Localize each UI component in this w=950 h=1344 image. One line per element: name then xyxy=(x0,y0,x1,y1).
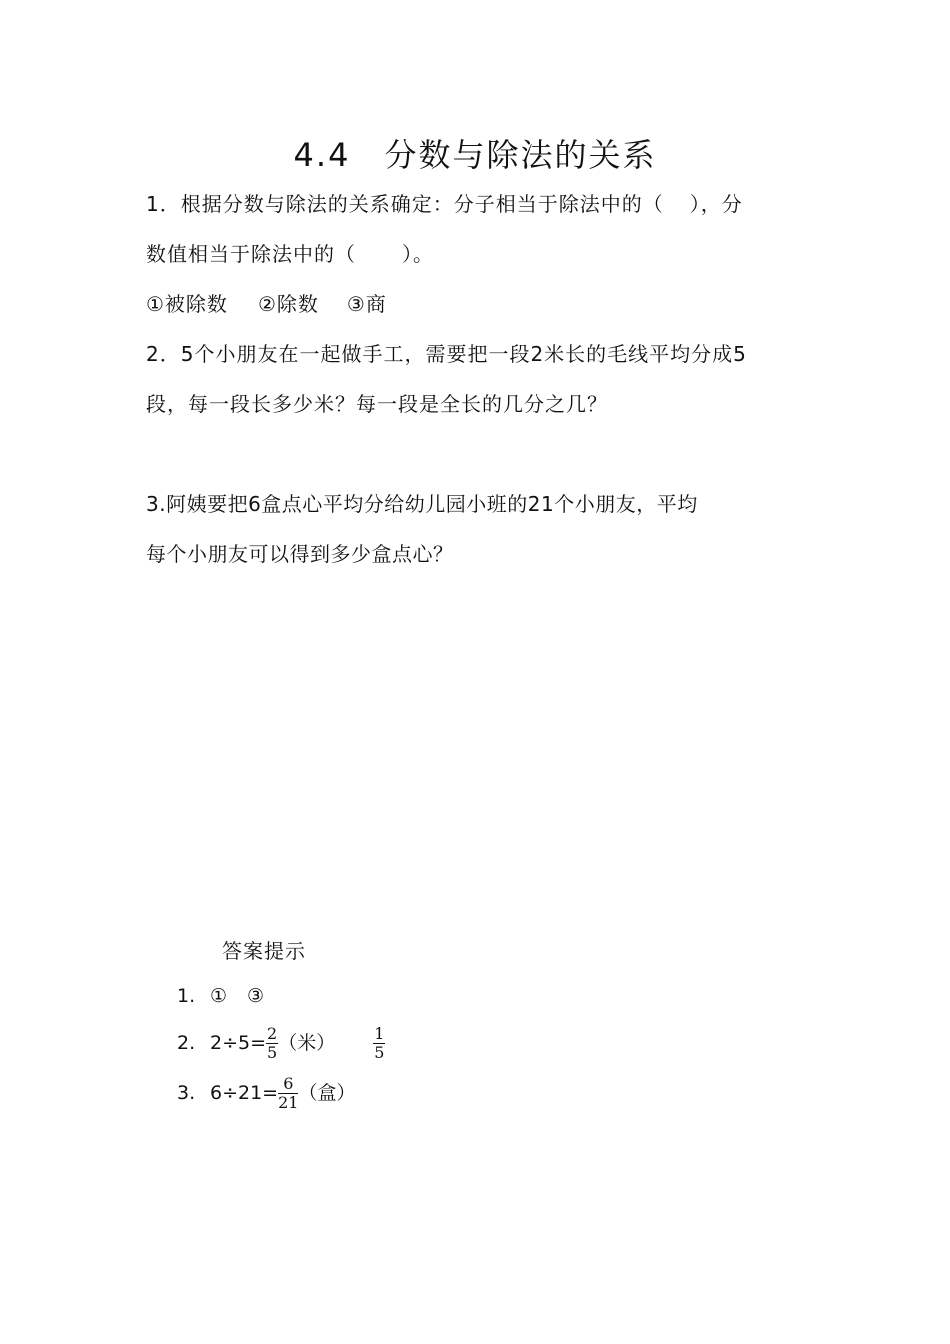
question-1-line-1 xyxy=(146,188,743,217)
question-1-text-b: ），分 xyxy=(689,192,743,216)
option-quotient: ③商 xyxy=(346,292,387,316)
answer-1-first: ① xyxy=(210,985,228,1007)
option-dividend: ①被除数 xyxy=(146,292,228,316)
question-1-text-d: ）。 xyxy=(402,242,434,266)
answer-2-unit: （米） xyxy=(278,1032,336,1054)
answer-2-fraction-2 xyxy=(373,1025,385,1062)
option-divisor: ②除数 xyxy=(257,292,319,316)
fraction-denominator: 5 xyxy=(374,1043,385,1062)
answer-hints-title: 答案提示 xyxy=(222,939,306,963)
question-3-line-1: 3.阿姨要把6盒点心平均分给幼儿园小班的21个小朋友，平均 xyxy=(146,492,698,516)
page-title: 4.4 分数与除法的关系 xyxy=(293,136,657,174)
answer-2-fraction-1 xyxy=(266,1025,278,1062)
question-1-options xyxy=(146,288,387,317)
answer-3-unit: （盒） xyxy=(298,1082,356,1104)
question-2-line-1: 2．5个小朋友在一起做手工，需要把一段2米长的毛线平均分成5 xyxy=(146,342,747,366)
fraction-denominator: 5 xyxy=(267,1043,278,1062)
answer-1 xyxy=(177,985,264,1007)
fraction-numerator: 1 xyxy=(374,1024,385,1043)
answer-2-expression: 2÷5= xyxy=(210,1032,267,1054)
answer-1-number: 1. xyxy=(177,985,196,1007)
answer-3 xyxy=(177,1075,355,1112)
answer-3-fraction xyxy=(278,1075,298,1112)
answer-2 xyxy=(177,1025,385,1062)
answer-2-number: 2. xyxy=(177,1032,196,1054)
fraction-denominator: 21 xyxy=(278,1093,299,1112)
fraction-numerator: 6 xyxy=(278,1075,298,1094)
fraction-numerator: 2 xyxy=(267,1024,278,1043)
answer-3-expression: 6÷21= xyxy=(210,1082,279,1104)
question-3-line-2: 每个小朋友可以得到多少盒点心？ xyxy=(146,542,454,566)
answer-1-second: ③ xyxy=(247,985,265,1007)
question-1-text-c: 数值相当于除法中的（ xyxy=(146,242,356,266)
question-1-line-2 xyxy=(146,238,434,267)
question-1-text-a: 1．根据分数与除法的关系确定：分子相当于除法中的（ xyxy=(146,192,664,216)
answer-3-number: 3. xyxy=(177,1082,196,1104)
question-2-line-2: 段，每一段长多少米？每一段是全长的几分之几？ xyxy=(146,392,608,416)
